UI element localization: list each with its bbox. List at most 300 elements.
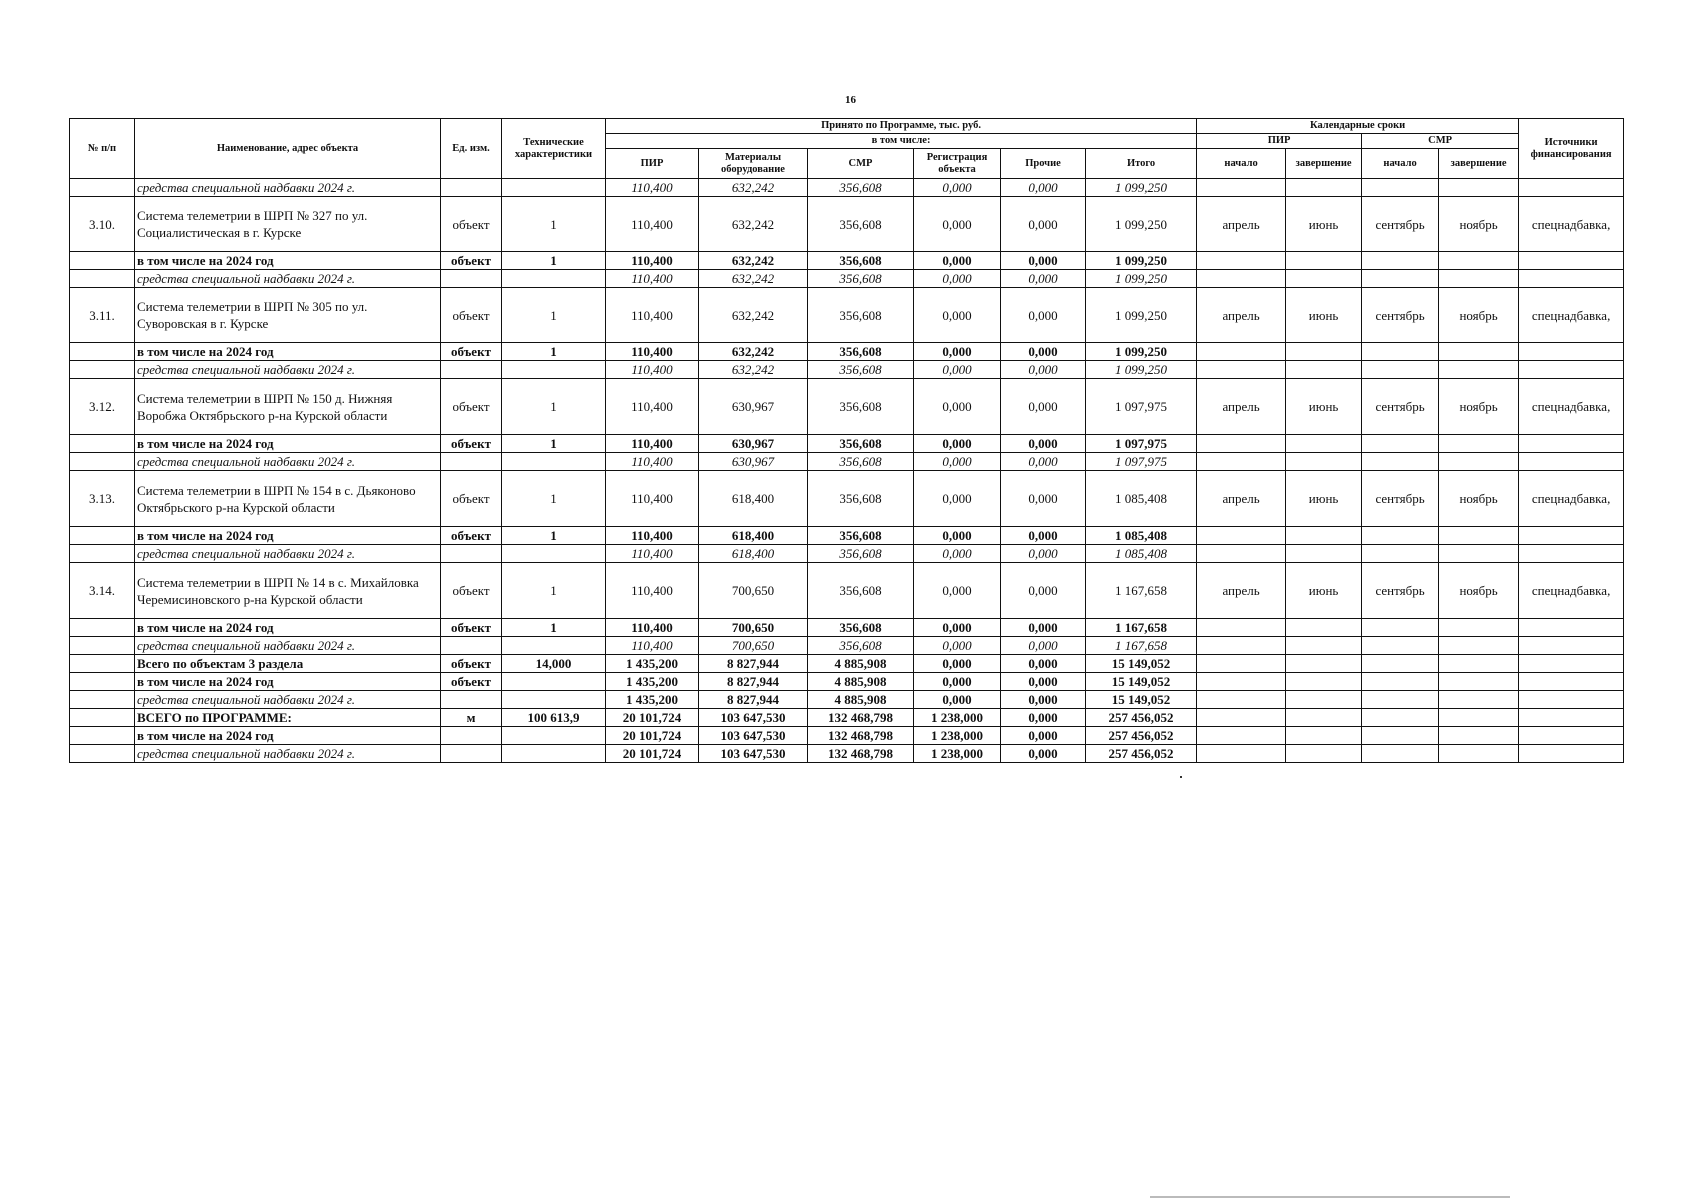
- cell-reg: 0,000: [914, 545, 1001, 563]
- cell-tot: 1 099,250: [1086, 252, 1197, 270]
- cell-pir: 110,400: [606, 545, 699, 563]
- cell-oth: 0,000: [1001, 691, 1086, 709]
- cell-pir: 110,400: [606, 637, 699, 655]
- cell-src: [1519, 361, 1624, 379]
- cell-unit: [441, 453, 502, 471]
- cell-unit: объект: [441, 471, 502, 527]
- cell-s1: [1197, 637, 1286, 655]
- cell-s1: [1197, 745, 1286, 763]
- cell-e1: [1286, 745, 1362, 763]
- cell-unit: [441, 361, 502, 379]
- cell-mat: 632,242: [699, 197, 808, 252]
- table-body: [70, 179, 1624, 763]
- cell-e2: [1439, 655, 1519, 673]
- cell-s2: сентябрь: [1362, 197, 1439, 252]
- table-row: [70, 545, 1624, 563]
- cell-tot: 1 085,408: [1086, 545, 1197, 563]
- cell-tech: [502, 745, 606, 763]
- col-total: Итого: [1086, 149, 1197, 179]
- cell-tot: 1 167,658: [1086, 563, 1197, 619]
- cell-name: в том числе на 2024 год: [135, 252, 441, 270]
- cell-smr: 356,608: [808, 471, 914, 527]
- cell-smr: 356,608: [808, 179, 914, 197]
- cell-tot: 1 099,250: [1086, 197, 1197, 252]
- cell-num: [70, 435, 135, 453]
- cell-e1: [1286, 727, 1362, 745]
- cell-name: ВСЕГО по ПРОГРАММЕ:: [135, 709, 441, 727]
- cell-num: [70, 637, 135, 655]
- cell-pir: 110,400: [606, 179, 699, 197]
- cell-name: в том числе на 2024 год: [135, 673, 441, 691]
- cell-src: [1519, 727, 1624, 745]
- cell-tech: [502, 691, 606, 709]
- cell-e1: [1286, 252, 1362, 270]
- cell-reg: 0,000: [914, 252, 1001, 270]
- cell-mat: 8 827,944: [699, 673, 808, 691]
- cell-name: средства специальной надбавки 2024 г.: [135, 637, 441, 655]
- table-row: [70, 637, 1624, 655]
- col-registration: Регистрация объекта: [914, 149, 1001, 179]
- cell-s1: [1197, 545, 1286, 563]
- cell-src: спецнадбавка,: [1519, 288, 1624, 343]
- table-row: [70, 691, 1624, 709]
- cell-name: Всего по объектам 3 раздела: [135, 655, 441, 673]
- cell-s1: [1197, 361, 1286, 379]
- cell-tot: 1 097,975: [1086, 453, 1197, 471]
- program-table: [69, 118, 1624, 763]
- cell-s2: сентябрь: [1362, 563, 1439, 619]
- scan-dot: [1180, 776, 1182, 778]
- cell-oth: 0,000: [1001, 288, 1086, 343]
- cell-e1: [1286, 361, 1362, 379]
- cell-num: 3.12.: [70, 379, 135, 435]
- cell-e1: июнь: [1286, 471, 1362, 527]
- cell-s2: [1362, 527, 1439, 545]
- cell-reg: 1 238,000: [914, 727, 1001, 745]
- cell-pir: 1 435,200: [606, 673, 699, 691]
- table-row: [70, 619, 1624, 637]
- cell-mat: 700,650: [699, 619, 808, 637]
- cell-name: Система телеметрии в ШРП № 305 по ул. Суворовская в г. Курске: [135, 288, 441, 343]
- cell-reg: 0,000: [914, 379, 1001, 435]
- cell-pir: 110,400: [606, 619, 699, 637]
- cell-tot: 1 097,975: [1086, 435, 1197, 453]
- cell-smr: 356,608: [808, 252, 914, 270]
- cell-src: [1519, 545, 1624, 563]
- cell-e1: [1286, 691, 1362, 709]
- cell-tech: 100 613,9: [502, 709, 606, 727]
- cell-smr: 356,608: [808, 545, 914, 563]
- cell-smr: 356,608: [808, 343, 914, 361]
- cell-unit: объект: [441, 673, 502, 691]
- cell-tot: 1 099,250: [1086, 288, 1197, 343]
- cell-tot: 1 099,250: [1086, 343, 1197, 361]
- table-row: [70, 179, 1624, 197]
- cell-tot: 257 456,052: [1086, 727, 1197, 745]
- cell-mat: 630,967: [699, 435, 808, 453]
- cell-e2: ноябрь: [1439, 563, 1519, 619]
- cell-unit: объект: [441, 252, 502, 270]
- cell-reg: 0,000: [914, 270, 1001, 288]
- cell-unit: объект: [441, 619, 502, 637]
- cell-src: [1519, 435, 1624, 453]
- cell-pir: 110,400: [606, 453, 699, 471]
- cell-e2: [1439, 453, 1519, 471]
- cell-e1: [1286, 619, 1362, 637]
- cell-s2: [1362, 270, 1439, 288]
- cell-name: средства специальной надбавки 2024 г.: [135, 270, 441, 288]
- cell-s1: апрель: [1197, 288, 1286, 343]
- cell-num: 3.11.: [70, 288, 135, 343]
- table-row: [70, 252, 1624, 270]
- cell-s2: [1362, 453, 1439, 471]
- cell-s2: сентябрь: [1362, 471, 1439, 527]
- cell-name: в том числе на 2024 год: [135, 435, 441, 453]
- cell-mat: 632,242: [699, 361, 808, 379]
- cell-mat: 103 647,530: [699, 727, 808, 745]
- table-row: [70, 727, 1624, 745]
- cell-s1: апрель: [1197, 563, 1286, 619]
- cell-num: [70, 691, 135, 709]
- cell-src: [1519, 179, 1624, 197]
- cell-e2: [1439, 709, 1519, 727]
- cell-unit: объект: [441, 379, 502, 435]
- cell-tech: [502, 179, 606, 197]
- cell-s1: апрель: [1197, 471, 1286, 527]
- cell-e2: [1439, 361, 1519, 379]
- col-smr: СМР: [808, 149, 914, 179]
- cell-e1: июнь: [1286, 379, 1362, 435]
- cell-e2: [1439, 270, 1519, 288]
- cell-unit: [441, 745, 502, 763]
- cell-smr: 356,608: [808, 637, 914, 655]
- cell-tech: [502, 361, 606, 379]
- cell-tech: [502, 673, 606, 691]
- cell-unit: [441, 691, 502, 709]
- cell-s1: [1197, 727, 1286, 745]
- cell-pir: 110,400: [606, 527, 699, 545]
- cell-tech: [502, 637, 606, 655]
- col-tech: Технические характеристики: [502, 119, 606, 179]
- cell-num: [70, 545, 135, 563]
- cell-smr: 356,608: [808, 619, 914, 637]
- cell-smr: 132 468,798: [808, 709, 914, 727]
- cell-reg: 0,000: [914, 527, 1001, 545]
- cell-num: 3.10.: [70, 197, 135, 252]
- cell-s2: [1362, 435, 1439, 453]
- cell-tech: 1: [502, 619, 606, 637]
- cell-tech: 1: [502, 252, 606, 270]
- cell-smr: 4 885,908: [808, 691, 914, 709]
- cell-s2: [1362, 709, 1439, 727]
- cell-tech: 1: [502, 288, 606, 343]
- table-row: [70, 288, 1624, 343]
- cell-e2: [1439, 343, 1519, 361]
- cell-reg: 0,000: [914, 343, 1001, 361]
- cell-name: средства специальной надбавки 2024 г.: [135, 745, 441, 763]
- cell-name: средства специальной надбавки 2024 г.: [135, 691, 441, 709]
- col-smr-start: начало: [1362, 149, 1439, 179]
- cell-unit: [441, 637, 502, 655]
- cell-tech: 1: [502, 343, 606, 361]
- cell-pir: 110,400: [606, 361, 699, 379]
- table-row: [70, 563, 1624, 619]
- cell-pir: 110,400: [606, 197, 699, 252]
- cell-reg: 1 238,000: [914, 745, 1001, 763]
- cell-src: спецнадбавка,: [1519, 563, 1624, 619]
- cell-tot: 1 097,975: [1086, 379, 1197, 435]
- cell-oth: 0,000: [1001, 527, 1086, 545]
- cell-smr: 4 885,908: [808, 673, 914, 691]
- cell-s2: [1362, 637, 1439, 655]
- col-sources: Источники финансирования: [1519, 119, 1624, 179]
- cell-tot: 1 167,658: [1086, 637, 1197, 655]
- cell-e1: [1286, 673, 1362, 691]
- table-row: [70, 709, 1624, 727]
- cell-s1: [1197, 270, 1286, 288]
- cell-smr: 356,608: [808, 563, 914, 619]
- cell-mat: 103 647,530: [699, 709, 808, 727]
- cell-num: [70, 343, 135, 361]
- cell-pir: 110,400: [606, 379, 699, 435]
- cell-tot: 15 149,052: [1086, 655, 1197, 673]
- cell-src: [1519, 673, 1624, 691]
- cell-s2: сентябрь: [1362, 288, 1439, 343]
- cell-num: [70, 673, 135, 691]
- cell-s2: [1362, 655, 1439, 673]
- cell-mat: 8 827,944: [699, 655, 808, 673]
- cell-tech: 1: [502, 527, 606, 545]
- cell-unit: м: [441, 709, 502, 727]
- cell-src: спецнадбавка,: [1519, 379, 1624, 435]
- cell-e2: [1439, 527, 1519, 545]
- col-unit: Ед. изм.: [441, 119, 502, 179]
- cell-src: спецнадбавка,: [1519, 471, 1624, 527]
- cell-reg: 0,000: [914, 471, 1001, 527]
- cell-s1: [1197, 252, 1286, 270]
- cell-pir: 1 435,200: [606, 691, 699, 709]
- cell-unit: [441, 270, 502, 288]
- cell-oth: 0,000: [1001, 379, 1086, 435]
- cell-num: [70, 619, 135, 637]
- cell-s2: [1362, 545, 1439, 563]
- cell-mat: 630,967: [699, 379, 808, 435]
- cell-e1: июнь: [1286, 288, 1362, 343]
- cell-s2: [1362, 361, 1439, 379]
- cell-pir: 110,400: [606, 563, 699, 619]
- table-row: [70, 343, 1624, 361]
- cell-reg: 0,000: [914, 655, 1001, 673]
- cell-reg: 0,000: [914, 361, 1001, 379]
- cell-e1: [1286, 655, 1362, 673]
- table-row: [70, 655, 1624, 673]
- cell-unit: объект: [441, 563, 502, 619]
- cell-reg: 0,000: [914, 453, 1001, 471]
- cell-name: Система телеметрии в ШРП № 150 д. Нижняя Воробжа Октябрьского р-на Курской области: [135, 379, 441, 435]
- cell-name: Система телеметрии в ШРП № 327 по ул. Социалистическая в г. Курске: [135, 197, 441, 252]
- cell-unit: объект: [441, 435, 502, 453]
- page-number: 16: [845, 94, 856, 106]
- cell-oth: 0,000: [1001, 619, 1086, 637]
- cell-s1: [1197, 527, 1286, 545]
- cell-reg: 0,000: [914, 563, 1001, 619]
- cell-reg: 0,000: [914, 197, 1001, 252]
- cell-tot: 1 099,250: [1086, 361, 1197, 379]
- table-row: [70, 745, 1624, 763]
- cell-src: [1519, 252, 1624, 270]
- cell-s1: [1197, 691, 1286, 709]
- cell-oth: 0,000: [1001, 179, 1086, 197]
- cell-pir: 20 101,724: [606, 745, 699, 763]
- cell-oth: 0,000: [1001, 563, 1086, 619]
- col-cal-pir: ПИР: [1197, 134, 1362, 149]
- cell-e2: [1439, 637, 1519, 655]
- cell-s2: [1362, 691, 1439, 709]
- cell-smr: 356,608: [808, 527, 914, 545]
- col-pir-start: начало: [1197, 149, 1286, 179]
- cell-tech: [502, 453, 606, 471]
- cell-tech: [502, 270, 606, 288]
- cell-num: [70, 709, 135, 727]
- col-accepted: Принято по Программе, тыс. руб.: [606, 119, 1197, 134]
- cell-mat: 618,400: [699, 545, 808, 563]
- cell-e2: ноябрь: [1439, 288, 1519, 343]
- cell-mat: 632,242: [699, 252, 808, 270]
- cell-mat: 8 827,944: [699, 691, 808, 709]
- table-row: [70, 453, 1624, 471]
- cell-e2: ноябрь: [1439, 379, 1519, 435]
- table-row: [70, 379, 1624, 435]
- cell-s2: [1362, 727, 1439, 745]
- cell-src: [1519, 745, 1624, 763]
- scan-artifact: [1150, 1196, 1510, 1198]
- cell-tot: 15 149,052: [1086, 673, 1197, 691]
- table-row: [70, 471, 1624, 527]
- cell-tot: 1 167,658: [1086, 619, 1197, 637]
- table-row: [70, 361, 1624, 379]
- cell-unit: объект: [441, 197, 502, 252]
- table-row: [70, 435, 1624, 453]
- cell-pir: 1 435,200: [606, 655, 699, 673]
- cell-s1: [1197, 343, 1286, 361]
- cell-e2: [1439, 727, 1519, 745]
- cell-num: [70, 727, 135, 745]
- cell-oth: 0,000: [1001, 343, 1086, 361]
- cell-pir: 20 101,724: [606, 727, 699, 745]
- cell-num: 3.13.: [70, 471, 135, 527]
- col-num: № п/п: [70, 119, 135, 179]
- cell-s2: сентябрь: [1362, 379, 1439, 435]
- cell-unit: объект: [441, 343, 502, 361]
- cell-smr: 4 885,908: [808, 655, 914, 673]
- cell-pir: 110,400: [606, 252, 699, 270]
- cell-mat: 618,400: [699, 471, 808, 527]
- cell-tot: 257 456,052: [1086, 709, 1197, 727]
- cell-oth: 0,000: [1001, 197, 1086, 252]
- cell-s1: апрель: [1197, 379, 1286, 435]
- cell-num: 3.14.: [70, 563, 135, 619]
- cell-s2: [1362, 673, 1439, 691]
- cell-e2: ноябрь: [1439, 471, 1519, 527]
- cell-smr: 356,608: [808, 361, 914, 379]
- cell-e1: [1286, 435, 1362, 453]
- cell-num: [70, 252, 135, 270]
- cell-pir: 110,400: [606, 270, 699, 288]
- cell-reg: 0,000: [914, 288, 1001, 343]
- cell-num: [70, 655, 135, 673]
- cell-e2: [1439, 745, 1519, 763]
- cell-tot: 1 099,250: [1086, 179, 1197, 197]
- col-other: Прочие: [1001, 149, 1086, 179]
- cell-e2: [1439, 252, 1519, 270]
- cell-mat: 103 647,530: [699, 745, 808, 763]
- cell-src: [1519, 619, 1624, 637]
- cell-oth: 0,000: [1001, 545, 1086, 563]
- cell-e1: июнь: [1286, 563, 1362, 619]
- cell-smr: 356,608: [808, 435, 914, 453]
- cell-tech: 1: [502, 563, 606, 619]
- cell-unit: [441, 545, 502, 563]
- cell-e1: [1286, 709, 1362, 727]
- col-smr-end: завершение: [1439, 149, 1519, 179]
- cell-mat: 632,242: [699, 343, 808, 361]
- cell-reg: 1 238,000: [914, 709, 1001, 727]
- cell-name: средства специальной надбавки 2024 г.: [135, 179, 441, 197]
- cell-e1: июнь: [1286, 197, 1362, 252]
- cell-reg: 0,000: [914, 179, 1001, 197]
- cell-oth: 0,000: [1001, 453, 1086, 471]
- cell-mat: 700,650: [699, 563, 808, 619]
- cell-smr: 132 468,798: [808, 745, 914, 763]
- cell-s1: [1197, 655, 1286, 673]
- cell-smr: 356,608: [808, 379, 914, 435]
- cell-name: в том числе на 2024 год: [135, 727, 441, 745]
- cell-smr: 132 468,798: [808, 727, 914, 745]
- cell-src: [1519, 655, 1624, 673]
- cell-name: средства специальной надбавки 2024 г.: [135, 453, 441, 471]
- cell-tech: 1: [502, 379, 606, 435]
- cell-e2: [1439, 691, 1519, 709]
- cell-oth: 0,000: [1001, 727, 1086, 745]
- cell-num: [70, 527, 135, 545]
- cell-tot: 1 099,250: [1086, 270, 1197, 288]
- cell-reg: 0,000: [914, 619, 1001, 637]
- cell-tot: 1 085,408: [1086, 527, 1197, 545]
- table-row: [70, 197, 1624, 252]
- cell-src: [1519, 343, 1624, 361]
- cell-e1: [1286, 637, 1362, 655]
- cell-s1: [1197, 709, 1286, 727]
- cell-s2: [1362, 343, 1439, 361]
- cell-smr: 356,608: [808, 453, 914, 471]
- cell-s1: апрель: [1197, 197, 1286, 252]
- cell-e1: [1286, 453, 1362, 471]
- cell-oth: 0,000: [1001, 709, 1086, 727]
- cell-mat: 630,967: [699, 453, 808, 471]
- cell-src: [1519, 637, 1624, 655]
- cell-name: в том числе на 2024 год: [135, 619, 441, 637]
- col-including: в том числе:: [606, 134, 1197, 149]
- col-pir: ПИР: [606, 149, 699, 179]
- col-name: Наименование, адрес объекта: [135, 119, 441, 179]
- cell-tech: 1: [502, 435, 606, 453]
- cell-s1: [1197, 435, 1286, 453]
- cell-unit: объект: [441, 655, 502, 673]
- cell-unit: объект: [441, 527, 502, 545]
- cell-num: [70, 745, 135, 763]
- cell-oth: 0,000: [1001, 745, 1086, 763]
- cell-mat: 632,242: [699, 179, 808, 197]
